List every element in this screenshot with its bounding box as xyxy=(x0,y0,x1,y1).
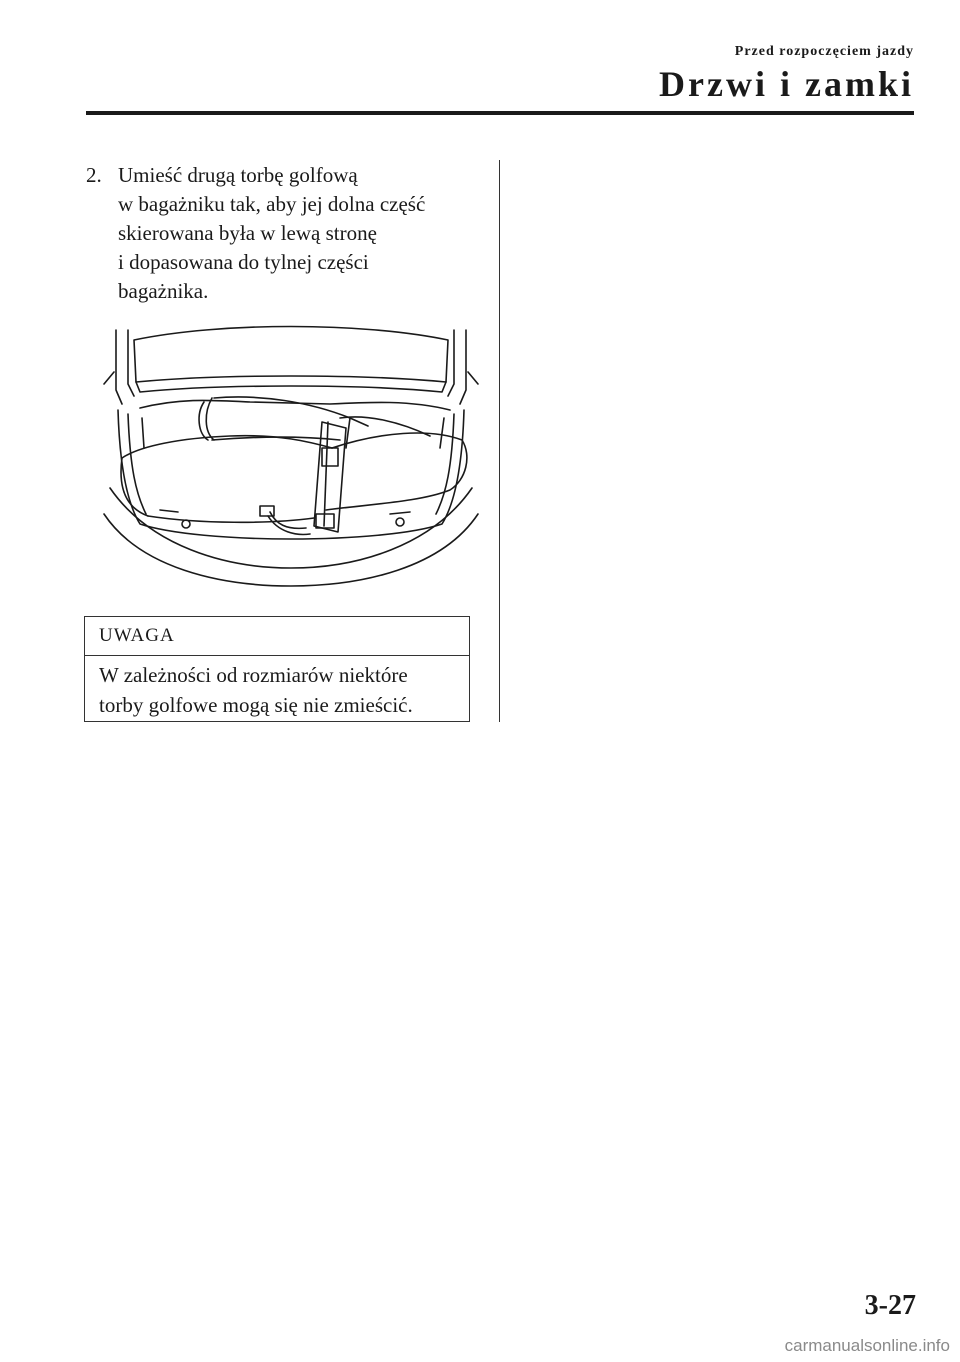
note-body xyxy=(85,656,469,720)
step-line: w bagażniku tak, aby jej dolna część xyxy=(118,192,426,216)
watermark: carmanualsonline.info xyxy=(784,1336,950,1355)
chapter-title: Drzwi i zamki xyxy=(659,64,914,104)
note-line: torby golfowe mogą się nie zmieścić. xyxy=(99,693,413,717)
step-line: i dopasowana do tylnej części xyxy=(118,250,369,274)
note-box xyxy=(84,616,470,722)
section-label: Przed rozpoczęciem jazdy xyxy=(734,44,914,59)
column-divider xyxy=(499,160,500,722)
step-line: bagażnika. xyxy=(118,279,209,303)
step-text xyxy=(118,161,488,306)
step-line: skierowana była w lewą stronę xyxy=(118,221,377,245)
header-rule xyxy=(86,111,914,115)
trunk-golf-bag-illustration xyxy=(100,318,482,596)
note-heading: UWAGA xyxy=(85,617,469,656)
note-line: W zależności od rozmiarów niektóre xyxy=(99,663,408,687)
step-line: Umieść drugą torbę golfową xyxy=(118,163,358,187)
page-number: 3-27 xyxy=(864,1290,916,1321)
step-number: 2. xyxy=(86,163,102,187)
